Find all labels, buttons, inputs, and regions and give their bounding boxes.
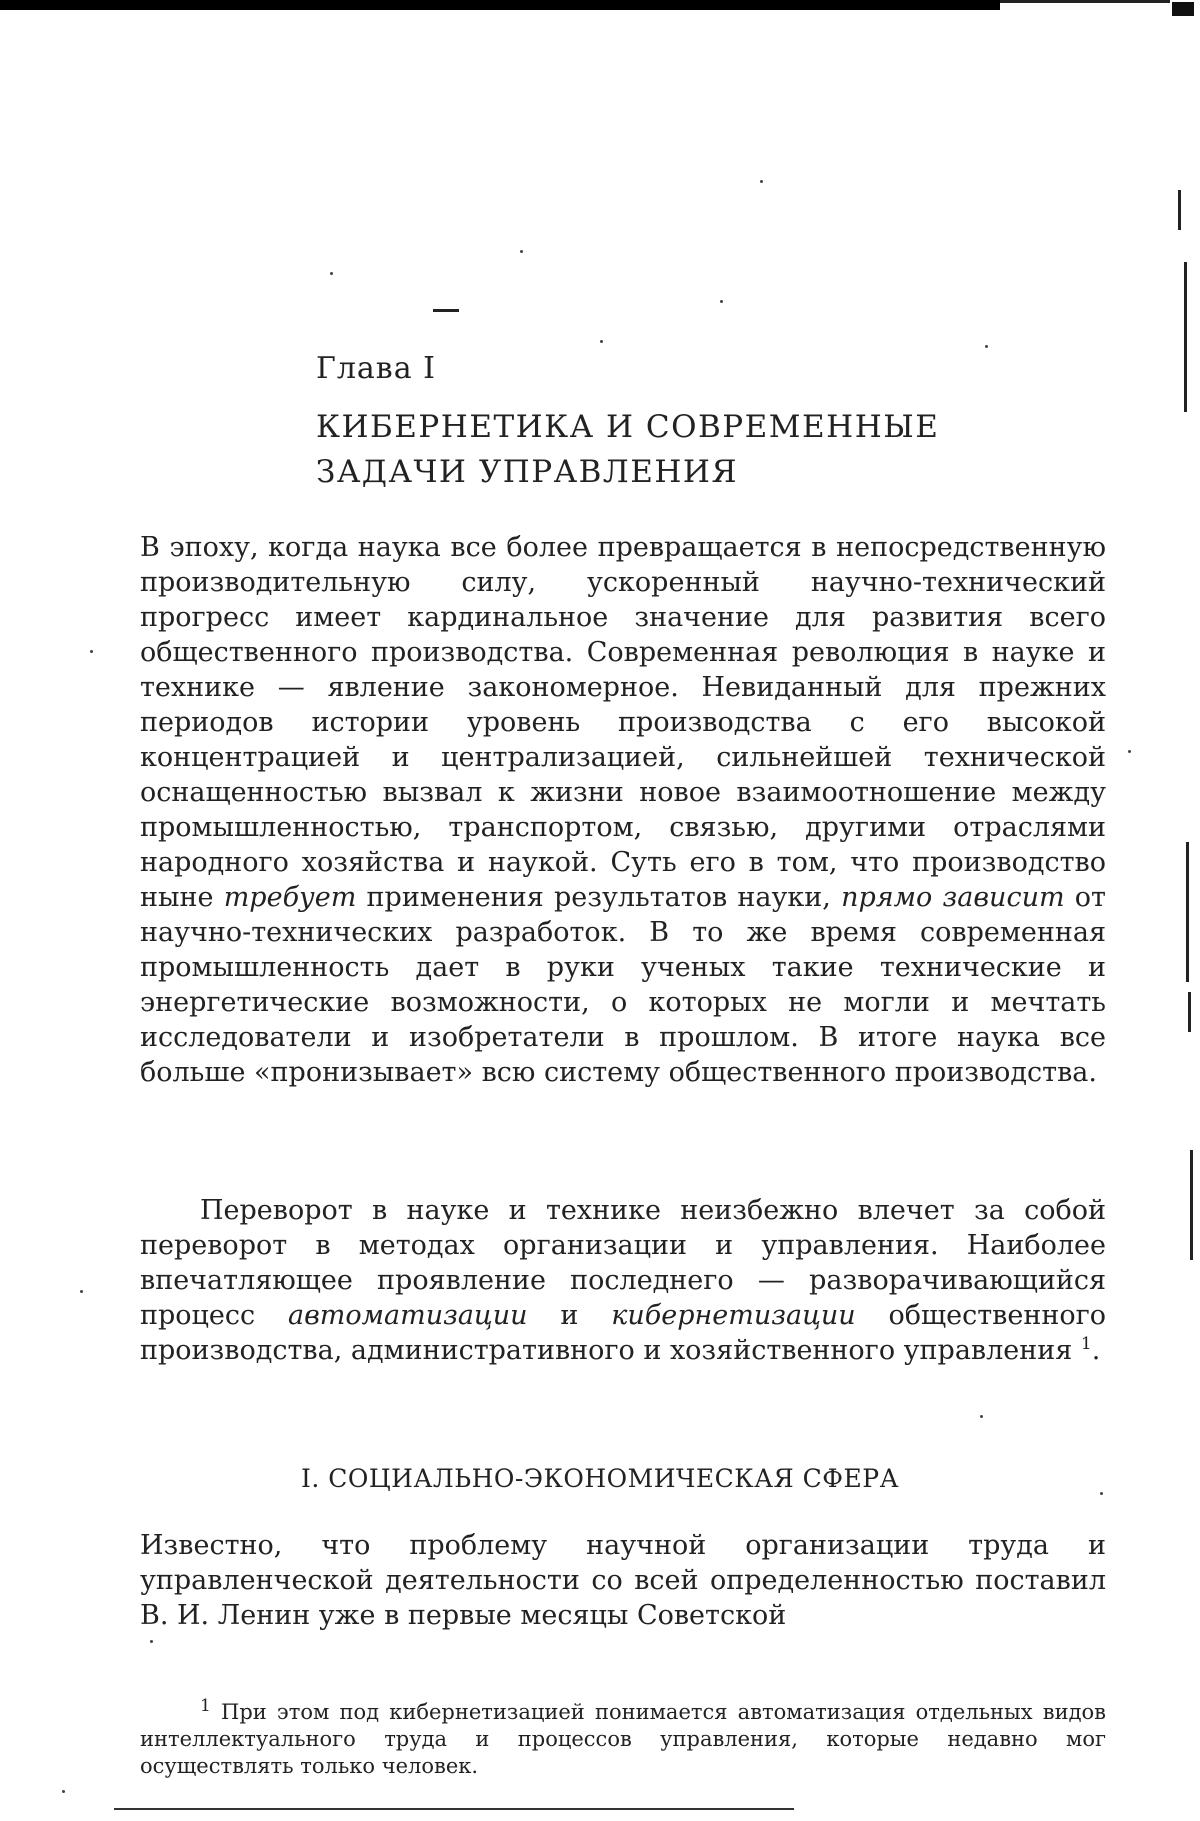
ornament-dash: [433, 309, 459, 312]
paragraph-text: В эпоху, когда наука все более превращается в непосредственную производительную силу, ускоренный научно-технический прогресс имеет кардинальное значение для развития всего общественного производства. Современная революция в науке и технике — явление закономерное. Невиданный для прежних периодов истории уровень производства с его высокой концентрацией и централизацией, сильнейшей технической оснащенностью вызвал к жизни новое взаимоотношение между промышленностью, транспортом, связью, другими отраслями народного хозяйства и наукой. Суть его в том, что производство ныне: [140, 532, 1106, 913]
scan-top-bar-thin: [1000, 0, 1170, 3]
paragraph-text: общественного производства, административного и хозяйственного управления: [140, 1300, 1107, 1366]
footnote-text: При этом под кибернетизацией понимается автоматизация отдельных видов интеллектуального труда и процессов управления, которые недавно мог осуществлять только человек.: [140, 1700, 1106, 1778]
paragraph-text: .: [1091, 1335, 1101, 1366]
speck: [985, 345, 988, 348]
scan-top-bar: [0, 0, 1000, 10]
speck: [80, 1290, 83, 1293]
emphasis: автоматизации: [287, 1300, 528, 1331]
margin-line: [1188, 992, 1191, 1032]
paragraph: [140, 530, 1106, 1090]
margin-line: [1186, 842, 1189, 982]
speck: [980, 1415, 983, 1418]
bottom-rule: [114, 1808, 794, 1810]
chapter-label: Глава I: [316, 351, 436, 386]
speck: [760, 180, 763, 183]
emphasis: прямо зависит: [841, 882, 1065, 913]
chapter-title: [316, 405, 939, 495]
paragraph: Известно, что проблему научной организации труда и управленческой деятельности со всей определенностью поставил В. И. Ленин уже в первые месяцы Советской: [140, 1530, 1106, 1631]
chapter-title-line: КИБЕРНЕТИКА И СОВРЕМЕННЫЕ: [316, 409, 940, 445]
emphasis: требует: [223, 882, 357, 913]
section-heading: I. СОЦИАЛЬНО-ЭКОНОМИЧЕСКАЯ СФЕРА: [300, 1464, 900, 1493]
chapter-title-line: ЗАДАЧИ УПРАВЛЕНИЯ: [316, 454, 738, 490]
margin-line: [1184, 262, 1187, 412]
speck: [62, 1790, 65, 1793]
footnote-ref[interactable]: 1: [1080, 1334, 1092, 1354]
speck: [90, 650, 93, 653]
paragraph-text: от научно-технических разработок. В то же время современная промышленность дает в руки ученых такие технические и энергетические возможности, о которых не могли и мечтать исследователи и изобретатели в прошлом. В итоге наука все больше «пронизывает» всю систему общественного производства.: [140, 882, 1106, 1088]
speck: [720, 300, 723, 303]
speck: [330, 272, 333, 275]
speck: [520, 250, 523, 253]
speck: [600, 340, 603, 343]
paragraph-text: Переворот в науке и технике неизбежно влечет за собой переворот в методах организации и управления. Наиболее впечатляющее проявление последнего — разворачивающийся процесс: [140, 1195, 1106, 1331]
paragraph-text: и: [527, 1300, 612, 1331]
emphasis: кибернетизации: [611, 1300, 856, 1331]
speck: [1128, 750, 1131, 753]
margin-line: [1190, 1150, 1193, 1260]
paragraph: [140, 1193, 1106, 1368]
margin-line: [1178, 190, 1181, 230]
corner-mark: [1172, 2, 1194, 16]
paragraph-text: применения результатов науки,: [356, 882, 842, 913]
footnote: [140, 1696, 1106, 1780]
footnote-marker: 1: [200, 1696, 211, 1716]
speck: [150, 1640, 153, 1643]
